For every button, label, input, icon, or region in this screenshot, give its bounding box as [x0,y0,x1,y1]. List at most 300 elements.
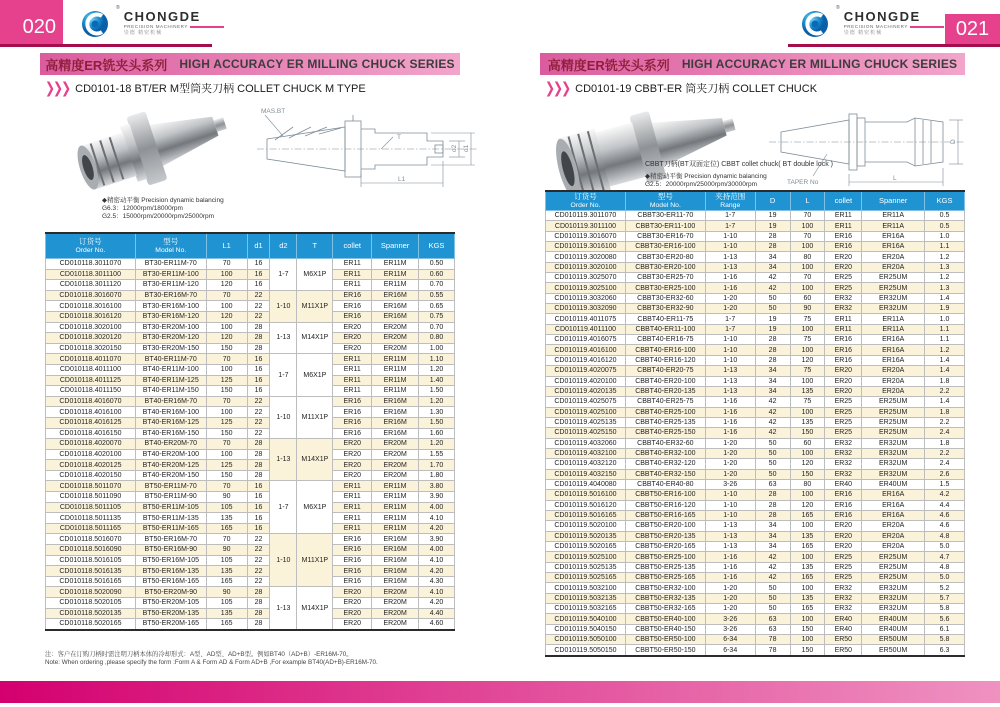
table-cell: CBBT40-ER16-120 [625,355,705,365]
table-cell: BT30-ER20M-150 [135,343,206,354]
table-cell: ER25 [825,552,862,562]
column-header: Spanner [372,233,419,259]
table-cell: 1-13 [705,262,755,272]
header-divider-left [0,44,212,47]
table-cell: 1.4 [925,293,965,303]
table-cell: ER20 [825,531,862,541]
table-cell: CBBT30-ER32-60 [625,293,705,303]
table-cell: 70 [790,231,825,241]
merged-d2-cell: 1-10 [270,396,297,438]
table-row [546,221,965,231]
table-cell: ER11M [372,280,419,291]
table-cell: CD010119.5016120 [546,500,626,510]
table-cell: 1-13 [705,376,755,386]
table-cell: ER40UM [862,624,925,634]
table-cell: BT40-ER16M-150 [135,428,206,439]
table-cell: 6.3 [925,645,965,656]
table-cell: 1-7 [705,314,755,324]
table-cell: ER11 [333,280,372,291]
table-cell: ER11 [333,375,372,386]
table-cell: CD010118.5016165 [46,576,136,587]
table-cell: CD010118.3011100 [46,269,136,280]
column-header: collet [825,191,862,211]
table-cell: 2.2 [925,386,965,396]
table-cell: CBBT50-ER25-135 [625,562,705,572]
table-cell: ER20A [862,521,925,531]
table-cell: 100 [790,242,825,252]
table-row [546,645,965,656]
table-cell: ER11 [333,259,372,270]
table-cell: CD010118.3016100 [46,301,136,312]
table-cell: ER20 [825,366,862,376]
table-cell: ER11A [862,211,925,221]
table-cell: 0.60 [419,269,455,280]
table-cell: CBBT30-ER20-80 [625,252,705,262]
table-cell: BT50-ER11M-90 [135,492,206,503]
table-cell: 1-7 [705,324,755,334]
table-cell: CD010119.5032165 [546,604,626,614]
table-cell: 1.2 [925,345,965,355]
table-row [546,448,965,458]
table-cell: 1.1 [925,335,965,345]
table-cell: ER11 [825,324,862,334]
table-cell: CBBT50-ER50-100 [625,635,705,645]
table-cell: ER25 [825,407,862,417]
table-cell: ER32 [825,448,862,458]
table-cell: ER20 [333,322,372,333]
balancing-title: ◆精密动平衡 Precision dynamic balancing [645,172,767,180]
table-cell: 1-7 [705,221,755,231]
table-cell: 28 [247,333,270,344]
table-cell: CD010118.5011070 [46,481,136,492]
table-cell: 16 [247,280,270,291]
table-cell: 125 [206,460,247,471]
table-cell: CBBT50-ER16-100 [625,490,705,500]
table-cell: 1-10 [705,345,755,355]
table-cell: ER20M [372,343,419,354]
table-cell: BT40-ER16M-70 [135,396,206,407]
table-row [46,280,455,291]
table-row [46,449,455,460]
table-row [546,624,965,634]
table-cell: CD010119.5020165 [546,542,626,552]
table-cell: 135 [790,531,825,541]
table-cell: 3.90 [419,492,455,503]
table-cell: 1-20 [705,469,755,479]
table-cell: ER20M [372,608,419,619]
table-cell: ER16 [825,335,862,345]
table-cell: 1.3 [925,283,965,293]
table-cell: 0.75 [419,311,455,322]
table-cell: 100 [206,301,247,312]
table-cell: CD010118.5020165 [46,619,136,630]
table-cell: 1.8 [925,407,965,417]
table-row [546,438,965,448]
table-cell: ER11A [862,324,925,334]
table-cell: CBBT50-ER32-165 [625,604,705,614]
table-cell: ER32UM [862,438,925,448]
table-cell: BT30-ER20M-100 [135,322,206,333]
table-cell: 22 [247,301,270,312]
table-cell: CD010118.5020135 [46,608,136,619]
table-row [46,343,455,354]
table-cell: 34 [755,386,790,396]
table-row [546,314,965,324]
section-title-text: CD0101-18 BT/ER M型筒夹刀柄 COLLET CHUCK M TYPE [75,83,366,95]
table-cell: CD010118.4011070 [46,354,136,365]
merged-d2-cell: 1-10 [270,534,297,587]
table-cell: ER16M [372,428,419,439]
table-cell: ER20 [825,521,862,531]
table-cell: 3-26 [705,479,755,489]
table-cell: ER25UM [862,407,925,417]
table-cell: ER20 [333,587,372,598]
table-cell: 16 [247,492,270,503]
table-cell: 1-10 [705,335,755,345]
table-cell: 1.1 [925,324,965,334]
table-cell: BT40-ER11M-100 [135,364,206,375]
table-row [46,608,455,619]
table-cell: 105 [206,555,247,566]
table-cell: 16 [247,523,270,534]
table-cell: ER20 [333,343,372,354]
table-cell: CD010119.5025165 [546,573,626,583]
table-cell: ER16 [333,566,372,577]
table-cell: CD010119.5020135 [546,531,626,541]
table-cell: 1.5 [925,479,965,489]
table-cell: CBBT30-ER11-70 [625,211,705,221]
table-cell: 1.40 [419,375,455,386]
table-row [46,333,455,344]
table-cell: 16 [247,502,270,513]
table-cell: 5.2 [925,583,965,593]
table-row [46,492,455,503]
table-row [546,355,965,365]
table-cell: CD010119.4032150 [546,469,626,479]
table-cell: 3-26 [705,614,755,624]
column-header: T [297,233,333,259]
table-row [546,562,965,572]
table-cell: 42 [755,562,790,572]
merged-d2-cell: 1-7 [270,354,297,396]
table-cell: ER11 [825,314,862,324]
table-cell: ER16 [333,407,372,418]
table-cell: ER11M [372,259,419,270]
merged-d2-cell: 1-13 [270,587,297,630]
table-cell: 5.7 [925,593,965,603]
table-cell: ER11A [862,221,925,231]
table-cell: CD010119.4032100 [546,448,626,458]
table-cell: 42 [755,283,790,293]
table-cell: 4.6 [925,510,965,520]
table-cell: 1.8 [925,376,965,386]
table-cell: 1-16 [705,283,755,293]
logo-wordmark: CHONGDE [123,9,201,24]
column-header: d1 [247,233,270,259]
table-cell: 50 [755,583,790,593]
table-row [546,335,965,345]
column-header: 订货号 Order No. [46,233,136,259]
table-cell: 1.3 [925,262,965,272]
table-cell: CBBT30-ER32-90 [625,304,705,314]
table-cell: ER16 [333,311,372,322]
table-row [46,619,455,630]
table-cell: BT40-ER20M-150 [135,470,206,481]
table-cell: CD010119.4032060 [546,438,626,448]
table-cell: ER25UM [862,417,925,427]
table-cell: CBBT40-ER20-100 [625,376,705,386]
table-cell: ER25UM [862,397,925,407]
table-cell: 28 [247,619,270,630]
table-cell: 28 [247,608,270,619]
balancing-g1: G2.5：20000rpm/25000rpm/30000rpm [645,180,758,188]
table-cell: ER16 [825,231,862,241]
table-cell: 2.4 [925,459,965,469]
table-cell: BT30-ER16M-120 [135,311,206,322]
table-cell: CD010119.5050150 [546,645,626,656]
table-cell: BT40-ER20M-70 [135,439,206,450]
column-header: 订货号 Order No. [546,191,626,211]
table-cell: ER32UM [862,583,925,593]
table-cell: ER25 [825,397,862,407]
table-row [546,304,965,314]
table-cell: CD010119.4016075 [546,335,626,345]
table-cell: 1-16 [705,552,755,562]
column-header: 型号 Model No. [135,233,206,259]
table-row [546,242,965,252]
table-cell: ER32UM [862,448,925,458]
table-cell: BT50-ER16M-105 [135,555,206,566]
table-cell: 5.8 [925,604,965,614]
table-cell: ER16A [862,335,925,345]
table-cell: CD010119.5040150 [546,624,626,634]
table-cell: ER20 [333,470,372,481]
table-cell: CD010118.3020120 [46,333,136,344]
registered-mark: ® [836,5,840,11]
table-cell: ER25 [825,283,862,293]
table-cell: CD010118.4020125 [46,460,136,471]
table-cell: BT50-ER11M-135 [135,513,206,524]
table-cell: ER16 [333,555,372,566]
merged-thread-cell: M6X1P [297,481,333,534]
column-header: 夹持范围 Range [705,191,755,211]
table-cell: 3-26 [705,624,755,634]
table-cell: ER16A [862,490,925,500]
table-cell: 4.10 [419,555,455,566]
table-cell: CBBT50-ER50-150 [625,645,705,656]
table-cell: CD010119.4016100 [546,345,626,355]
column-header: d2 [270,233,297,259]
table-cell: ER25UM [862,552,925,562]
table-cell: 70 [206,396,247,407]
table-cell: ER32UM [862,304,925,314]
table-row [546,542,965,552]
table-cell: ER20M [372,587,419,598]
table-row [46,417,455,428]
table-cell: CD010119.3032090 [546,304,626,314]
table-cell: 6-34 [705,645,755,656]
table-cell: 75 [790,397,825,407]
table-row [546,593,965,603]
table-cell: CD010118.5016135 [46,566,136,577]
table-cell: CD010119.3020100 [546,262,626,272]
table-cell: ER16M [372,301,419,312]
column-header: L [790,191,825,211]
table-cell: ER50 [825,635,862,645]
table-cell: 80 [790,479,825,489]
table-cell: 4.7 [925,552,965,562]
table-cell: 1.1 [925,242,965,252]
merged-thread-cell: M14X1P [297,587,333,630]
table-cell: CD010118.5016090 [46,545,136,556]
table-cell: 34 [755,262,790,272]
table-cell: 75 [790,314,825,324]
table-cell: 100 [790,262,825,272]
table-cell: ER20 [825,252,862,262]
table-cell: BT30-ER11M-100 [135,269,206,280]
table-cell: CD010119.5016100 [546,490,626,500]
table-cell: 28 [755,510,790,520]
table-cell: 1-20 [705,459,755,469]
table-cell: 1.4 [925,366,965,376]
table-row [546,273,965,283]
table-cell: 22 [247,555,270,566]
table-cell: CD010119.5050100 [546,635,626,645]
table-cell: 19 [755,314,790,324]
table-cell: 16 [247,386,270,397]
table-cell: BT50-ER16M-165 [135,576,206,587]
table-cell: BT50-ER20M-105 [135,598,206,609]
table-cell: ER25 [825,573,862,583]
table-cell: 70 [790,273,825,283]
table-cell: 1-20 [705,438,755,448]
table-cell: 4.60 [419,619,455,630]
table-cell: 1-20 [705,583,755,593]
table-cell: BT30-ER16M-100 [135,301,206,312]
table-cell: 80 [790,252,825,262]
table-row [46,481,455,492]
table-cell: 1.50 [419,386,455,397]
table-row [546,614,965,624]
table-cell: BT40-ER16M-125 [135,417,206,428]
table-cell: ER32 [825,583,862,593]
table-cell: CBBT40-ER32-150 [625,469,705,479]
table-cell: ER11 [333,386,372,397]
table-cell: CD010119.3011100 [546,221,626,231]
table-cell: CBBT30-ER20-100 [625,262,705,272]
series-title-en: HIGH ACCURACY ER MILLING CHUCK SERIES [179,57,455,71]
table-cell: CD010118.3011070 [46,259,136,270]
balancing-note-left [102,197,224,221]
merged-thread-cell: M11X1P [297,534,333,587]
table-cell: 50 [755,448,790,458]
table-cell: 16 [247,269,270,280]
table-cell: CBBT30-ER25-100 [625,283,705,293]
table-cell: 70 [790,211,825,221]
table-cell: 100 [790,490,825,500]
table-cell: 1.4 [925,397,965,407]
table-cell: 1-20 [705,604,755,614]
table-cell: ER16A [862,355,925,365]
table-row [46,576,455,587]
table-cell: ER20 [333,619,372,630]
table-cell: 4.00 [419,545,455,556]
table-row [546,573,965,583]
table-cell: 28 [247,449,270,460]
table-cell: CD010119.4032120 [546,459,626,469]
table-row [546,417,965,427]
table-cell: ER20A [862,252,925,262]
table-cell: ER20A [862,542,925,552]
table-cell: 100 [206,322,247,333]
table-row [46,428,455,439]
table-cell: CD010119.4025150 [546,428,626,438]
table-cell: 34 [755,531,790,541]
table-row [546,500,965,510]
table-cell: ER11 [333,354,372,365]
table-cell: CBBT40-ER32-60 [625,438,705,448]
drawing-label-l: L [893,175,897,182]
table-cell: 1-13 [705,252,755,262]
table-cell: 0.70 [419,280,455,291]
table-row [46,439,455,450]
table-cell: ER20M [372,439,419,450]
table-cell: 90 [206,587,247,598]
table-row [546,521,965,531]
merged-d2-cell: 1-7 [270,481,297,534]
table-cell: 22 [247,417,270,428]
drawing-label-taper: TAPER No [787,179,819,186]
table-cell: 6-34 [705,635,755,645]
table-row [46,301,455,312]
table-cell: CD010119.5032135 [546,593,626,603]
column-header: collet [333,233,372,259]
table-cell: 63 [755,614,790,624]
table-cell: ER25UM [862,273,925,283]
table-row [46,375,455,386]
table-cell: ER40UM [862,614,925,624]
table-cell: ER16 [825,510,862,520]
table-cell: 150 [790,469,825,479]
table-cell: ER16 [333,545,372,556]
header-divider-right [788,44,1000,47]
table-cell: ER11 [333,492,372,503]
table-cell: 1-16 [705,573,755,583]
table-cell: 16 [247,364,270,375]
table-cell: 75 [790,335,825,345]
table-cell: CD010118.4020150 [46,470,136,481]
table-cell: 120 [790,459,825,469]
table-row [46,523,455,534]
table-cell: 1-13 [705,366,755,376]
table-cell: ER20 [333,439,372,450]
table-cell: 150 [206,428,247,439]
table-cell: 100 [206,449,247,460]
table-cell: 5.0 [925,542,965,552]
table-row [46,269,455,280]
table-cell: CD010119.5032100 [546,583,626,593]
table-cell: CD010119.3016070 [546,231,626,241]
table-cell: ER16 [333,396,372,407]
table-cell: 1-16 [705,428,755,438]
table-cell: CBBT40-ER20-135 [625,386,705,396]
table-cell: 120 [790,355,825,365]
table-cell: 105 [206,598,247,609]
table-cell: 16 [247,481,270,492]
table-cell: ER25UM [862,283,925,293]
table-cell: 165 [790,542,825,552]
table-cell: CD010119.3025100 [546,283,626,293]
